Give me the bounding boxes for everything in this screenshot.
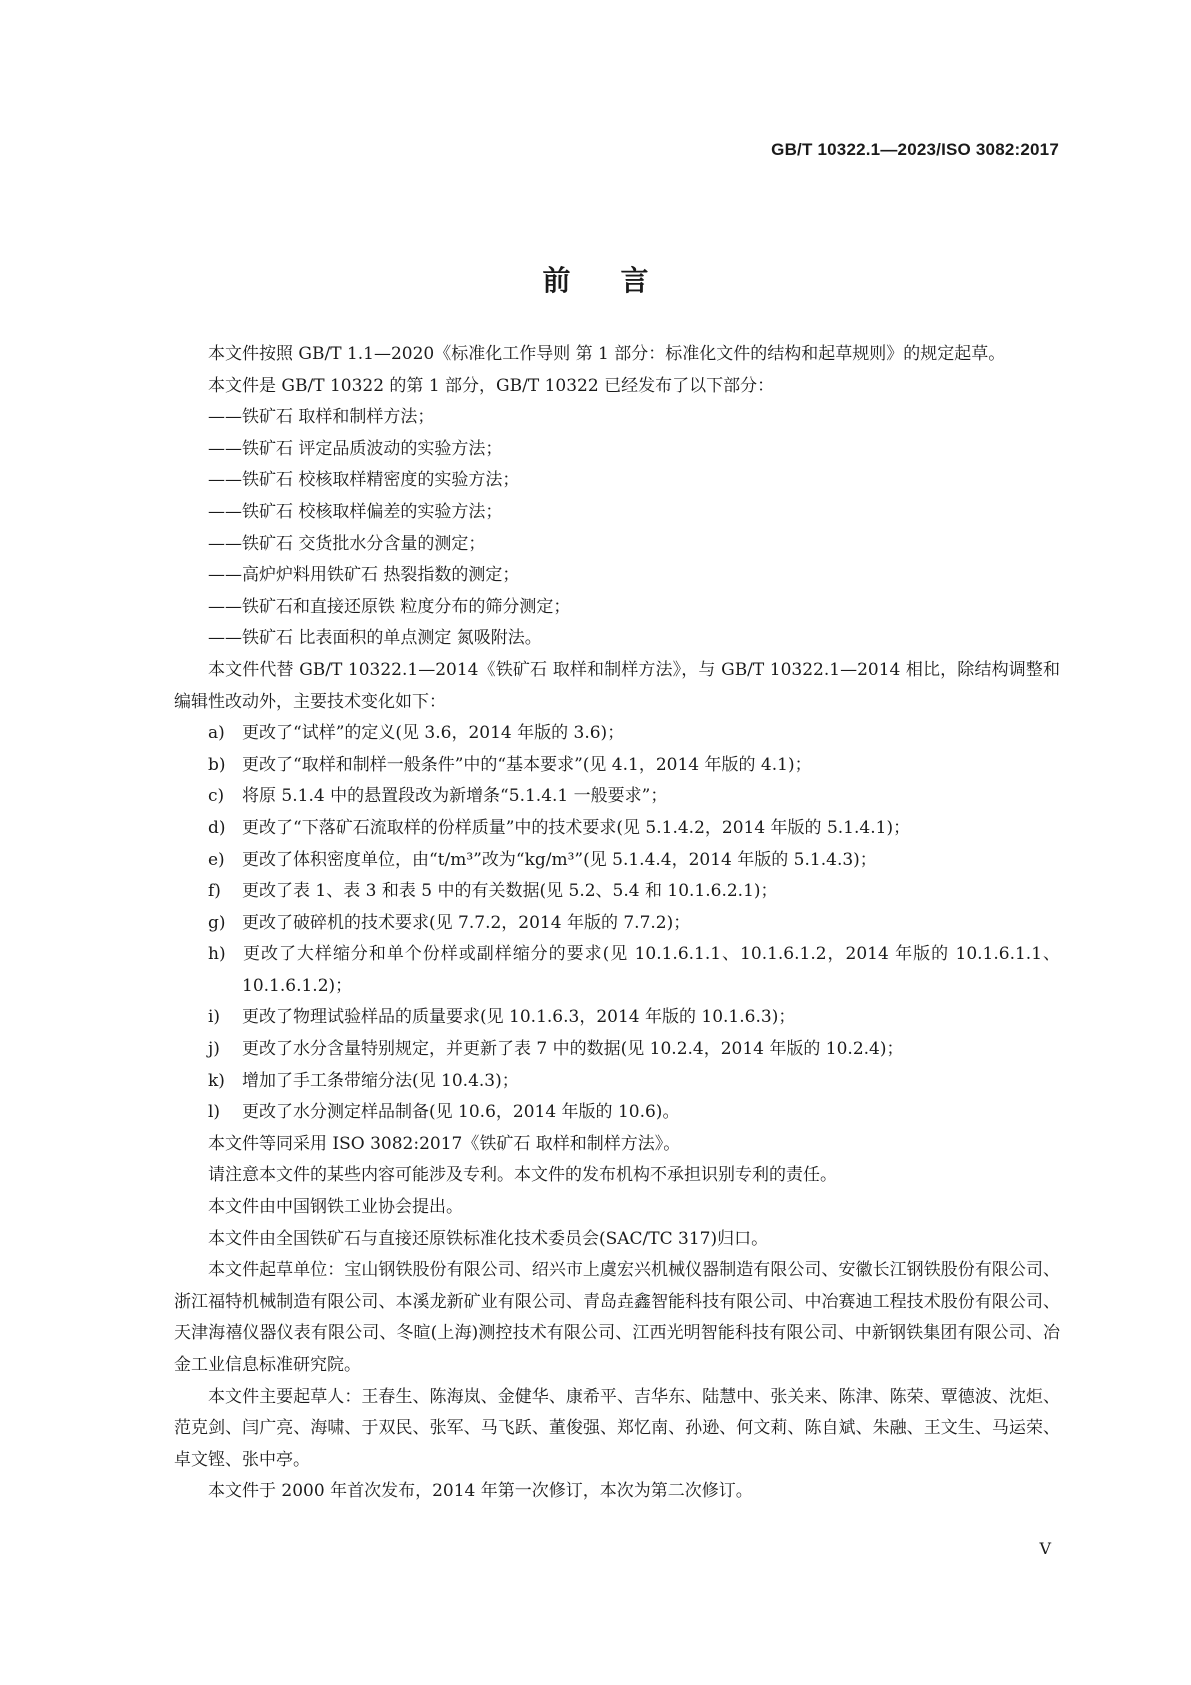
list-item: ——铁矿石 交货批水分含量的测定；: [208, 533, 486, 554]
change-text: 更改了“试样”的定义(见 3.6，2014 年版的 3.6)；: [242, 723, 625, 744]
change-text: 更改了体积密度单位，由“t/m³”改为“kg/m³”(见 5.1.4.4，2014 年版的 5.1.4.3)；: [242, 849, 877, 870]
centralized-paragraph: 本文件由全国铁矿石与直接还原铁标准化技术委员会(SAC/TC 317)归口。: [208, 1228, 769, 1249]
list-item: ——铁矿石 校核取样精密度的实验方法；: [208, 470, 520, 491]
change-mark: a): [208, 723, 225, 744]
changes-list: [174, 718, 1060, 1129]
change-text: 更改了破碎机的技术要求(见 7.7.2，2014 年版的 7.7.2)；: [242, 912, 691, 933]
list-item: ——铁矿石 校核取样偏差的实验方法；: [208, 501, 503, 522]
change-text: 更改了“取样和制样一般条件”中的“基本要求”(见 4.1，2014 年版的 4.1)；: [242, 754, 812, 775]
proposer-paragraph: 本文件由中国钢铁工业协会提出。: [208, 1197, 463, 1218]
change-text: 更改了水分含量特别规定，并更新了表 7 中的数据(见 10.2.4，2014 年版的 10.2.4)；: [242, 1039, 904, 1060]
page-title: 前言: [542, 263, 699, 297]
change-text: 更改了表 1、表 3 和表 5 中的有关数据(见 5.2、5.4 和 10.1.6.2.1)；: [242, 881, 778, 902]
drafting-rule-paragraph: 本文件按照 GB/T 1.1—2020《标准化工作导则 第 1 部分：标准化文件的结构和起草规则》的规定起草。: [208, 344, 1006, 364]
list-item: ——铁矿石 评定品质波动的实验方法；: [208, 438, 503, 459]
change-mark: e): [208, 849, 225, 870]
change-mark: h): [208, 944, 226, 965]
list-item: ——高炉炉料用铁矿石 热裂指数的测定；: [208, 565, 520, 586]
change-mark: l): [208, 1102, 221, 1123]
change-mark: i): [208, 1007, 221, 1028]
change-item: [174, 718, 1060, 750]
drafting-units-paragraph: 本文件起草单位：宝山钢铁股份有限公司、绍兴市上虞宏兴机械仪器制造有限公司、安徽长江钢铁股份有限公司、浙江福特机械制造有限公司、本溪龙新矿业有限公司、青岛垚鑫智能科技有限公司、中冶赛迪工程技术股份有限公司、天津海禧仪器仪表有限公司、冬暄(上海)测控技术有限公司、江西光明智能科技有限公司、中新钢铁集团有限公司、冶金工业信息标准研究院。: [174, 1260, 1060, 1375]
change-mark: k): [208, 1070, 225, 1091]
change-item: [174, 781, 1060, 813]
change-text: 更改了“下落矿石流取样的份样质量”中的技术要求(见 5.1.4.2，2014 年版的 5.1.4.1)；: [242, 817, 911, 838]
list-item: ——铁矿石 比表面积的单点测定 氮吸附法。: [208, 628, 542, 649]
change-mark: j): [208, 1039, 220, 1060]
list-item: ——铁矿石和直接还原铁 粒度分布的筛分测定；: [208, 596, 571, 617]
change-item: [174, 845, 1060, 877]
main-drafters-paragraph: 本文件主要起草人：王春生、陈海岚、金健华、康希平、吉华东、陆慧中、张关来、陈津、陈荣、覃德波、沈炬、范克剑、闫广亮、海啸、于双民、张军、马飞跃、董俊强、郑忆南、孙逊、何文莉、陈自斌、朱融、王文生、马运荣、卓文铿、张中亭。: [174, 1386, 1060, 1470]
change-mark: f): [208, 881, 221, 902]
change-mark: c): [208, 786, 225, 807]
change-text: 更改了大样缩分和单个份样或副样缩分的要求(见 10.1.6.1.1、10.1.6.1.2，2014 年版的 10.1.6.1.1、10.1.6.1.2)；: [242, 944, 1060, 996]
list-item: ——铁矿石 取样和制样方法；: [208, 407, 435, 428]
change-text: 更改了水分测定样品制备(见 10.6，2014 年版的 10.6)。: [242, 1102, 680, 1123]
change-item: [174, 750, 1060, 782]
history-paragraph: 本文件于 2000 年首次发布，2014 年第一次修订，本次为第二次修订。: [208, 1481, 753, 1502]
equivalence-paragraph: 本文件等同采用 ISO 3082:2017《铁矿石 取样和制样方法》。: [208, 1133, 681, 1154]
change-text: 将原 5.1.4 中的悬置段改为新增条“5.1.4.1 一般要求”；: [242, 786, 668, 807]
change-item: [174, 1034, 1060, 1066]
standard-code: GB/T 10322.1—2023/ISO 3082:2017: [771, 140, 1059, 159]
change-item: [174, 908, 1060, 940]
change-item: [174, 813, 1060, 845]
change-text: 增加了手工条带缩分法(见 10.4.3)；: [242, 1070, 519, 1091]
parts-list: [174, 402, 1060, 655]
patent-notice-paragraph: 请注意本文件的某些内容可能涉及专利。本文件的发布机构不承担识别专利的责任。: [208, 1165, 837, 1186]
change-mark: d): [208, 817, 226, 838]
page-number: V: [1039, 1539, 1051, 1558]
change-item: [174, 1066, 1060, 1098]
change-mark: b): [208, 754, 226, 775]
change-item: [174, 1097, 1060, 1129]
change-mark: g): [208, 912, 226, 933]
change-item: [174, 876, 1060, 908]
change-item: [174, 1002, 1060, 1034]
replacement-paragraph: 本文件代替 GB/T 10322.1—2014《铁矿石 取样和制样方法》，与 GB/T 10322.1—2014 相比，除结构调整和编辑性改动外，主要技术变化如下：: [174, 659, 1060, 712]
change-item: [174, 939, 1060, 1002]
part-statement-paragraph: 本文件是 GB/T 10322 的第 1 部分，GB/T 10322 已经发布了以下部分：: [208, 375, 775, 396]
change-text: 更改了物理试验样品的质量要求(见 10.1.6.3，2014 年版的 10.1.6.3)；: [242, 1007, 796, 1028]
foreword-body: [174, 339, 1060, 1508]
